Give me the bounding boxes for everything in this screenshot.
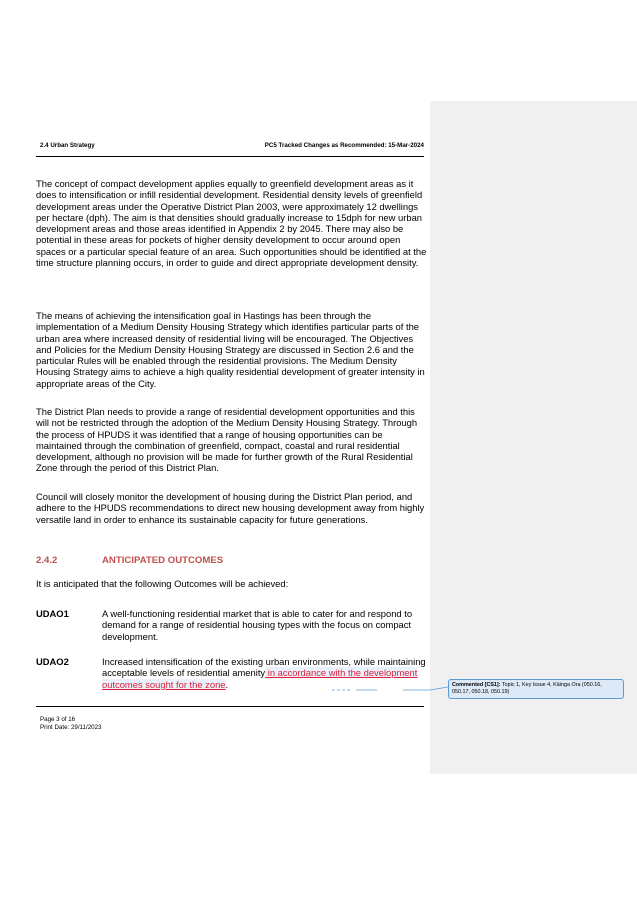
outcome-code-udao1: UDAO1 bbox=[36, 608, 69, 619]
outcome-text-udao2-original: Increased intensification of the existing urban environments, while maintaining acceptable levels of residential amenity bbox=[102, 656, 426, 679]
outcome-text-udao2 bbox=[102, 656, 428, 690]
intro-line: It is anticipated that the following Outcomes will be achieved: bbox=[36, 578, 289, 589]
header-rule bbox=[36, 156, 424, 157]
comment-margin-panel bbox=[430, 101, 637, 774]
paragraph-intensification: The means of achieving the intensification goal in Hastings has been through the implementation of a Medium Density Housing Strategy which identifies particular parts of the urban area where increased density of residential living will be encouraged. The Objectives and Policies for the Medium Density Housing Strategy are discussed in Section 2.6 and the particular Rules will be enabled through the residential provisions. The Medium Density Housing Strategy aims to achieve a high quality residential development of greater intensity in appropriate areas of the City. bbox=[36, 310, 425, 389]
header-doc-title: PC5 Tracked Changes as Recommended: 15-Mar-2024 bbox=[264, 142, 424, 149]
comment-label: Commented [CS1]: bbox=[452, 682, 501, 688]
section-number: 2.4.2 bbox=[36, 555, 58, 566]
outcome-text-udao2-end: . bbox=[225, 678, 229, 690]
footer-print-date: Print Date: 29/11/2023 bbox=[40, 724, 102, 731]
paragraph-compact-development: The concept of compact development applies equally to greenfield development areas as it does to intensification or infill residential development. Residential density levels of greenfield development areas under the Operative District Plan 2003, were approximately 12 dwellings per hectare (dph). The aim is that densities should gradually increase to 15dph for new urban development areas and those areas identified in Appendix 2 by 2045. There may also be potential in these areas for pockets of higher density development to occur around open spaces or a particular special feature of an area. Such opportunities should be identified at the time structure planning occurs, in order to guide and direct appropriate development density. bbox=[36, 178, 427, 269]
section-title: ANTICIPATED OUTCOMES bbox=[102, 555, 224, 566]
header-section: 2.4 Urban Strategy bbox=[40, 142, 95, 149]
comment-text: Topic 1, Key Issue 4, Kāinga Ora (050.16, 050.17, 050.18, 050.19) bbox=[452, 682, 602, 695]
comment-bubble[interactable] bbox=[448, 679, 624, 699]
outcome-code-udao2: UDAO2 bbox=[36, 656, 69, 667]
outcome-text-udao1: A well-functioning residential market that is able to cater for and respond to demand for a range of residential housing types with the focus on compact development. bbox=[102, 608, 413, 642]
paragraph-district-plan: The District Plan needs to provide a range of residential development opportunities and this will not be restricted through the adoption of the Medium Density Housing Strategy. Through the process of HPUDS it was identified that a range of housing opportunities can be maintained through the combination of greenfield, compact, coastal and rural residential development, although no provision will be made for further growth of the Rural Residential Zone through the period of this District Plan. bbox=[36, 406, 418, 474]
footer-rule bbox=[36, 706, 424, 707]
paragraph-council-monitor: Council will closely monitor the development of housing during the District Plan period, and adhere to the HPUDS recommendations to direct new housing development away from highly versatile land in order to enhance its sustainable capacity for future generations. bbox=[36, 491, 425, 525]
tracked-insertion[interactable]: in accordance with the development outcomes sought for the zone bbox=[102, 667, 418, 690]
footer-page-number: Page 3 of 16 bbox=[40, 716, 76, 723]
